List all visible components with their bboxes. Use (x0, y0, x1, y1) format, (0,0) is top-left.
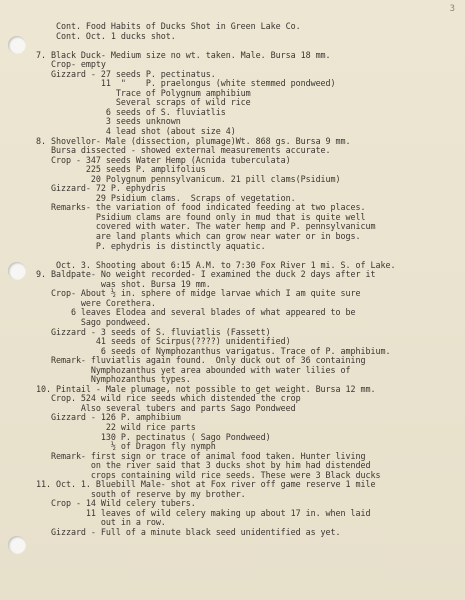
text-line: 3 seeds unknown (36, 116, 181, 127)
text-line: Crop - 347 seeds Water Hemp (Acnida tuberculata) (36, 154, 291, 165)
text-line: Nymphozanthus types. (36, 374, 191, 385)
text-line: Several scraps of wild rice (36, 97, 251, 108)
text-line: 11 leaves of wild celery making up about 17 in. when laid (36, 507, 371, 518)
text-line: 8. Shovellor- Male (dissection, plumage)Wt. 868 gs. Bursa 9 mm. (36, 135, 351, 146)
text-line: P. ephydris is distinctly aquatic. (36, 240, 266, 251)
text-line: were Corethera. (36, 297, 156, 308)
text-line: ½ of Dragon fly nymph (36, 441, 216, 452)
text-line: Gizzard - 126 P. amphibium (36, 412, 181, 423)
text-line: south of reserve by my brother. (36, 488, 246, 499)
text-line: 7. Black Duck- Medium size no wt. taken. Male. Bursa 18 mm. (36, 49, 331, 60)
text-line: 225 seeds P. amplifolius (36, 164, 206, 175)
text-line: 41 seeds of Scirpus(????) unidentified) (36, 336, 291, 347)
binder-hole-middle (8, 262, 26, 280)
text-line: Remarks- the variation of food indicated feeding at two places. (36, 202, 366, 213)
text-line: are land plants which can grow near water or in bogs. (36, 231, 361, 242)
binder-hole-top (8, 36, 26, 54)
text-line: Crop. 524 wild rice seeds which distended the crop (36, 393, 301, 404)
text-line: 4 lead shot (about size 4) (36, 126, 236, 137)
text-line: Trace of Polygnum amphibium (36, 87, 251, 98)
text-line: Sago pondweed. (36, 316, 151, 327)
text-line: 10. Pintail - Male plumage, not possible to get weight. Bursa 12 mm. (36, 383, 376, 394)
text-line: 9. Baldpate- No weight recorded- I examined the duck 2 days after it (36, 269, 376, 280)
text-line: Bursa dissected - showed external measurements accurate. (36, 145, 331, 156)
text-line: Crop- empty (36, 59, 106, 70)
text-line: Cont. Food Habits of Ducks Shot in Green Lake Co. (36, 21, 301, 31)
text-line: 20 Polygnum pennsylvanicum. 21 pill clams(Psidium) (36, 173, 341, 184)
text-line: Gizzard- 72 P. ephydris (36, 183, 166, 194)
text-line: Crop- About ½ in. sphere of midge larvae which I am quite sure (36, 288, 361, 299)
text-line: Gizzard - 3 seeds of S. fluviatlis (Fassett) (36, 326, 271, 337)
text-line: Nymphozanthus yet area abounded with water lilies of (36, 364, 351, 375)
text-line: Gizzard - Full of a minute black seed unidentified as yet. (36, 526, 341, 537)
page-number: 3 (449, 4, 455, 14)
text-line: 6 seeds of S. fluviatlis (36, 106, 226, 117)
text-line: Psidium clams are found only in mud that is quite well (36, 211, 366, 222)
typed-text-body (36, 22, 395, 538)
text-line: Cont. Oct. 1 ducks shot. (36, 30, 176, 41)
text-line: Oct. 3. Shooting about 6:15 A.M. to 7:30 Fox River 1 mi. S. of Lake. (36, 259, 396, 270)
text-line: Crop - 14 Wild celery tubers. (36, 498, 196, 509)
text-line: was shot. Bursa 19 mm. (36, 278, 211, 289)
text-line: crops containing wild rice seeds. These were 3 Black ducks (36, 469, 381, 480)
text-line: 22 wild rice parts (36, 421, 196, 432)
text-line: 29 Psidium clams. Scraps of vegetation. (36, 192, 296, 203)
text-line: 6 seeds of Nymphozanthus varigatus. Trace of P. amphibium. (36, 345, 391, 356)
text-line: on the river said that 3 ducks shot by him had distended (36, 460, 371, 471)
binder-hole-bottom (8, 536, 26, 554)
text-line: 11. Oct. 1. Bluebill Male- shot at Fox river off game reserve 1 mile (36, 479, 376, 490)
text-line: Remark- first sign or trace of animal food taken. Hunter living (36, 450, 366, 461)
text-line: out in a row. (36, 517, 166, 528)
text-line: 6 leaves Elodea and several blades of what appeared to be (36, 307, 356, 318)
text-line: 130 P. pectinatus ( Sago Pondweed) (36, 431, 271, 442)
text-line: 11 " P. praelongus (white stemmed pondweed) (36, 78, 336, 89)
text-line: Also several tubers and parts Sago Pondweed (36, 402, 296, 413)
text-line: Remark- fluviatlis again found. Only duck out of 36 containing (36, 355, 366, 366)
text-line: covered with water. The water hemp and P. pennsylvanicum (36, 221, 376, 232)
text-line: Gizzard - 27 seeds P. pectinatus. (36, 68, 216, 79)
